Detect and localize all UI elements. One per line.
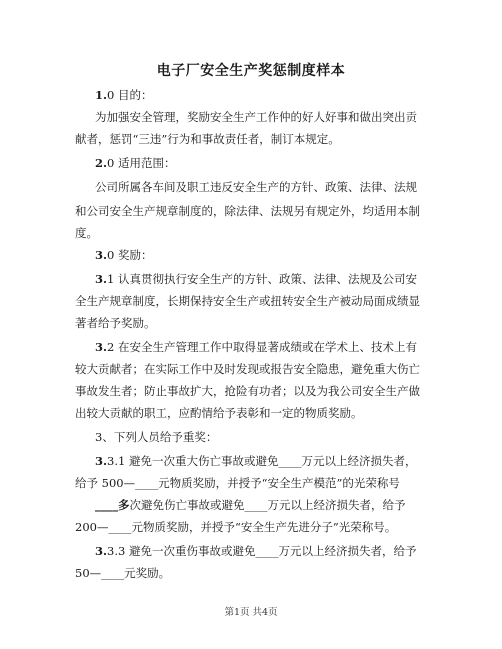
text-line <box>95 248 455 262</box>
text-line <box>75 362 435 376</box>
text-line <box>75 316 435 330</box>
page-title: 电子厂安全生产奖惩制度样本 <box>156 63 346 79</box>
text-line <box>95 498 455 512</box>
text-line <box>95 430 455 444</box>
line-text: 200—____元物质奖励，并授予“安全生产先进分子”光荣称号。 <box>75 520 397 534</box>
section-number: 3. <box>95 272 108 286</box>
text-line <box>75 294 435 308</box>
text-line <box>95 110 455 124</box>
line-text: 给予 500—____元物质奖励，并授予“安全生产模范”的光荣称号 <box>75 476 400 490</box>
line-text: 3.1 避免一次重大伤亡事故或避免____万元以上经济损失者， <box>107 454 417 468</box>
line-text: 较大贡献者；在实际工作中及时发现或报告安全隐患，避免重大伤亡 <box>75 362 420 376</box>
text-line <box>95 544 455 558</box>
text-line <box>95 454 455 468</box>
line-text: 3、下列人员给予重奖： <box>95 430 218 444</box>
line-text: 和公司安全生产规章制度的，除法律、法规另有规定外，均适用本制 <box>75 204 420 218</box>
text-line <box>75 566 435 580</box>
line-text: 0 适用范围： <box>107 156 176 170</box>
line-text: 3.3 避免一次重伤事故或避免____万元以上经济损失者，给予 <box>107 544 417 558</box>
text-line <box>95 340 455 354</box>
bold-fragment: ____多 <box>95 498 130 512</box>
line-text: 公司所属各车间及职工违反安全生产的方针、政策、法律、法规 <box>95 180 417 194</box>
line-text: 次避免伤亡事故或避免____万元以上经济损失者，给予 <box>129 498 406 512</box>
section-number: 3. <box>95 454 108 468</box>
text-line <box>75 520 435 534</box>
text-line <box>95 272 455 286</box>
text-line <box>75 226 435 240</box>
section-number: 1. <box>95 88 108 102</box>
text-line <box>75 132 435 146</box>
text-line <box>95 88 455 102</box>
line-text: 全生产规章制度，长期保持安全生产或扭转安全生产被动局面成绩显 <box>75 294 420 308</box>
text-line <box>75 204 435 218</box>
line-text: 为加强安全管理，奖励安全生产工作仲的好人好事和做出突出贡 <box>95 110 417 124</box>
text-line <box>95 156 455 170</box>
line-text: 事故发生者；防止事故扩大，抢险有功者；以及为我公司安全生产做 <box>75 384 420 398</box>
line-text: 出较大贡献的职工，应酌情给予表彰和一定的物质奖励。 <box>75 406 363 420</box>
line-text: 献者，惩罚“三违”行为和事故责任者，制订本规定。 <box>75 132 340 146</box>
page-footer: 第1页 共4页 <box>224 607 278 618</box>
line-text: 著者给予奖励。 <box>75 316 156 330</box>
line-text: 50—____元奖励。 <box>75 566 171 580</box>
line-text: 0 目的： <box>107 88 153 102</box>
section-number: 3. <box>95 544 108 558</box>
line-text: 度。 <box>75 226 98 240</box>
section-number: 3. <box>95 248 108 262</box>
section-number: 2. <box>95 156 108 170</box>
line-text: 1 认真贯彻执行安全生产的方针、政策、法律、法规及公司安 <box>107 272 417 286</box>
text-line <box>95 180 455 194</box>
text-line <box>75 384 435 398</box>
section-number: 3. <box>95 340 108 354</box>
text-line <box>75 406 435 420</box>
line-text: 2 在安全生产管理工作中取得显著成绩或在学术上、技术上有 <box>107 340 417 354</box>
line-text: 0 奖励： <box>107 248 153 262</box>
text-line <box>75 476 435 490</box>
